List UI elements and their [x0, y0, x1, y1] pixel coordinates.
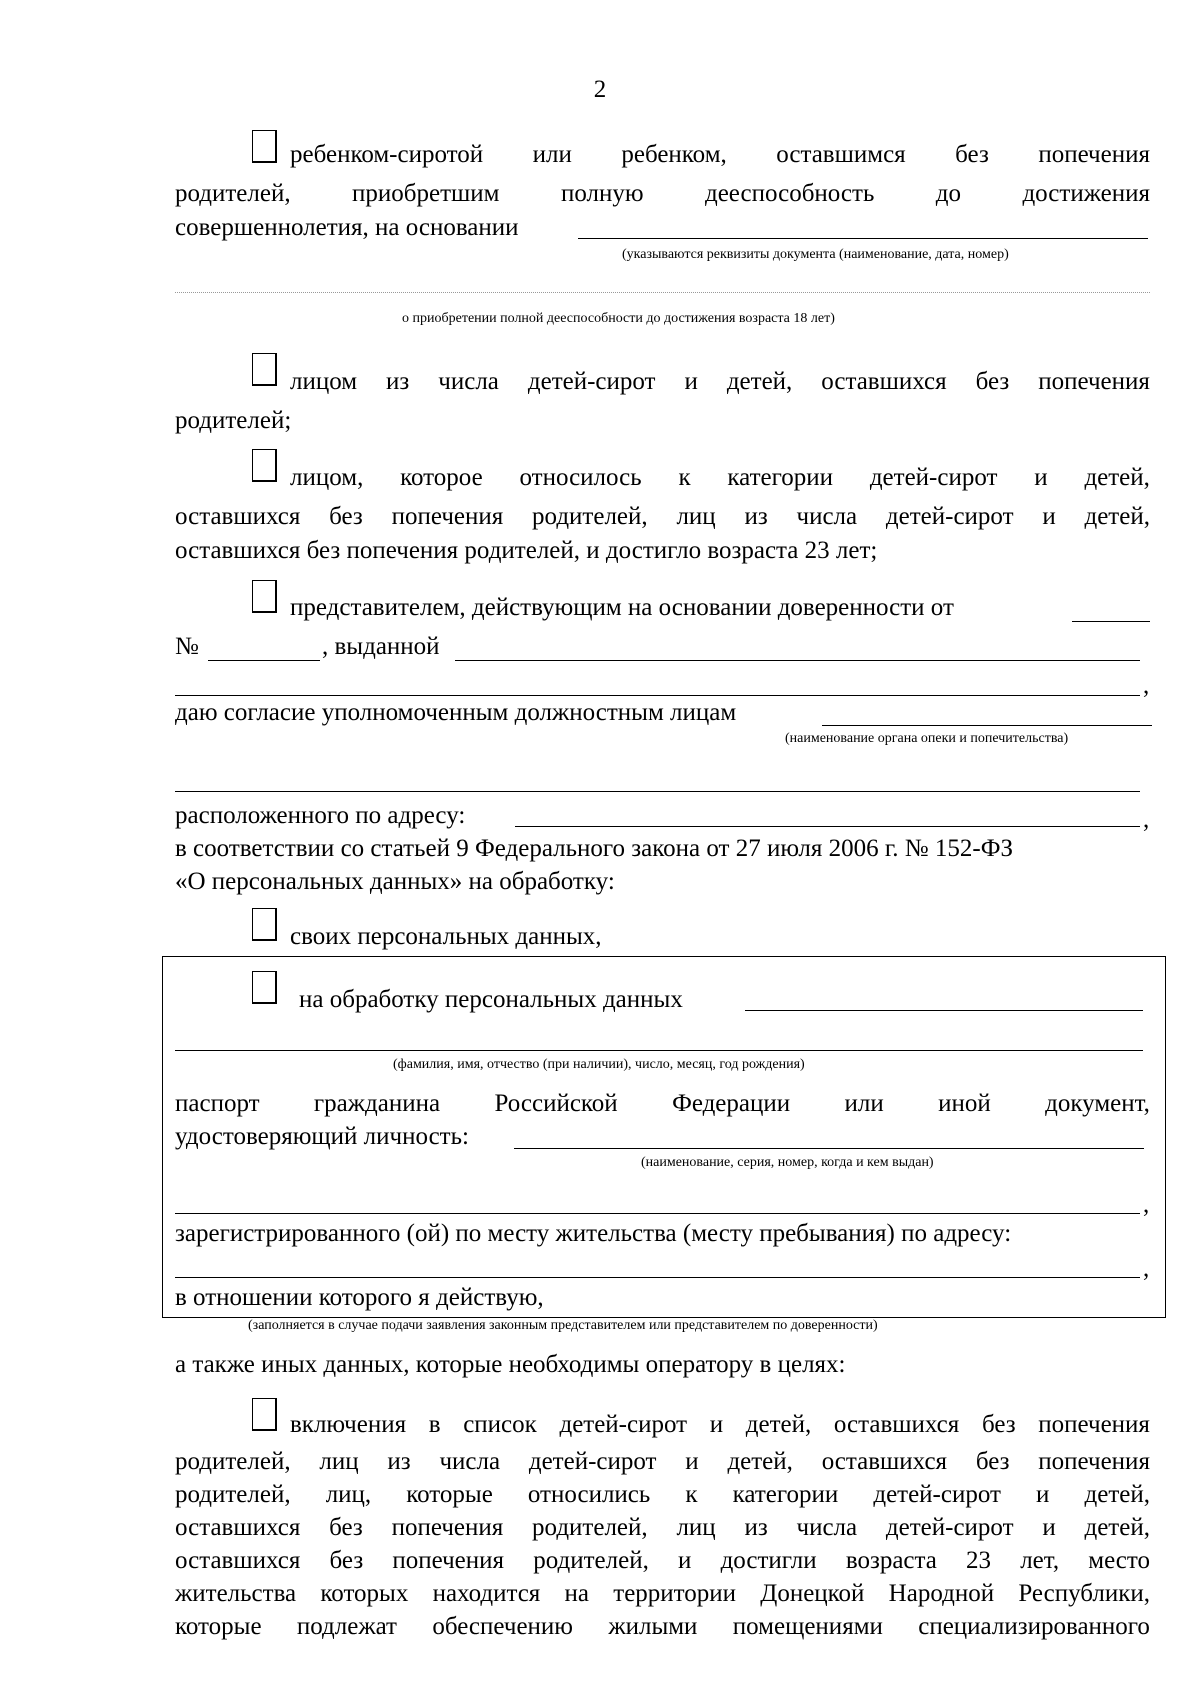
- s1-line1: [290, 139, 1150, 170]
- word: лиц,: [325, 1481, 372, 1508]
- word: оставшихся: [175, 1514, 301, 1541]
- word: которые: [406, 1481, 493, 1508]
- word: без: [975, 368, 1010, 395]
- word: без: [329, 503, 363, 530]
- word: Народной: [888, 1580, 995, 1607]
- word: ребенком,: [621, 141, 727, 168]
- s1-line2: [175, 178, 1150, 209]
- proxy-issuer-field-2[interactable]: [175, 695, 1140, 696]
- s4-comma: ,: [1143, 672, 1150, 699]
- word: попечения: [1038, 1448, 1150, 1475]
- word: в: [428, 1411, 441, 1438]
- word: которые: [175, 1613, 262, 1640]
- word: жилыми: [608, 1613, 698, 1640]
- word: подлежат: [296, 1613, 397, 1640]
- word: оставшимся: [776, 141, 906, 168]
- word: находится: [432, 1580, 541, 1607]
- consent-own-data: своих персональных данных,: [290, 923, 602, 950]
- box-passport-line2: удостоверяющий личность:: [175, 1123, 469, 1150]
- box-acting: в отношении которого я действую,: [175, 1284, 544, 1311]
- word: лиц: [676, 503, 716, 530]
- word: приобретшим: [352, 180, 500, 207]
- word: детей-сирот: [873, 1481, 1001, 1508]
- guardianship-authority-field[interactable]: [822, 725, 1152, 726]
- word: оставшихся: [821, 1448, 948, 1475]
- s3-line3: оставшихся без попечения родителей, и достигло возраста 23 лет;: [175, 537, 878, 564]
- word: специализированного: [918, 1613, 1150, 1640]
- word: детей-сирот: [885, 503, 1014, 530]
- s1-caption1: (указываются реквизиты документа (наименование, дата, номер): [622, 247, 1009, 262]
- word: Российской: [494, 1090, 618, 1117]
- word: 23: [966, 1547, 992, 1574]
- word: лиц: [319, 1448, 359, 1475]
- word: попечения: [391, 1514, 504, 1541]
- other-line1: а также иных данных, которые необходимы оператору в целях:: [175, 1351, 846, 1378]
- page-number: 2: [593, 76, 607, 103]
- checkbox-age-23[interactable]: [252, 449, 277, 482]
- word: попечения: [391, 503, 504, 530]
- word: и: [1042, 503, 1056, 530]
- word: родителей,: [532, 503, 648, 530]
- word: относилось: [519, 464, 642, 491]
- box-registration: зарегистрированного (ой) по месту жительства (месту пребывания) по адресу:: [175, 1220, 1012, 1247]
- proxy-issuer-field[interactable]: [455, 660, 1140, 661]
- word: попечения: [1038, 141, 1150, 168]
- word: числа: [796, 503, 858, 530]
- word: или: [532, 141, 572, 168]
- word: детей-сирот: [885, 1514, 1014, 1541]
- word: и: [684, 368, 698, 395]
- word: гражданина: [313, 1090, 441, 1117]
- word: полную: [560, 180, 644, 207]
- s1-caption2: о приобретении полной дееспособности до достижения возраста 18 лет): [402, 311, 835, 326]
- word: оставшихся: [175, 503, 301, 530]
- consent-law-line1: в соответствии со статьей 9 Федерального закона от 27 июля 2006 г. № 152-ФЗ: [175, 835, 1013, 862]
- word: лицом: [290, 368, 358, 395]
- checkbox-representative[interactable]: [252, 580, 277, 613]
- word: родителей,: [532, 1514, 648, 1541]
- word: детей-сирот: [528, 1448, 657, 1475]
- word: категории: [732, 1481, 839, 1508]
- checkbox-inclusion-list[interactable]: [252, 1398, 277, 1431]
- word: детей,: [1084, 1514, 1150, 1541]
- word: без: [329, 1547, 364, 1574]
- checkbox-orphan-person[interactable]: [252, 353, 277, 386]
- word: достигли: [720, 1547, 817, 1574]
- word: детей,: [745, 1411, 812, 1438]
- word: попечения: [1038, 368, 1150, 395]
- word: родителей,: [175, 1481, 291, 1508]
- word: к: [678, 464, 691, 491]
- word: или: [844, 1090, 884, 1117]
- word: детей,: [1084, 503, 1150, 530]
- word: детей,: [1084, 1481, 1150, 1508]
- word: категории: [727, 464, 834, 491]
- s3-line2: [175, 501, 1150, 532]
- box-caption1: (фамилия, имя, отчество (при наличии), число, месяц, год рождения): [393, 1057, 805, 1072]
- inc-line6: [175, 1578, 1150, 1609]
- word: без: [981, 1411, 1016, 1438]
- s2-line2: родителей;: [175, 407, 292, 434]
- guardianship-authority-field-2[interactable]: [175, 791, 1140, 792]
- word: и: [678, 1547, 692, 1574]
- inc-line1: [290, 1409, 1150, 1440]
- word: родителей,: [175, 180, 291, 207]
- word: и: [1036, 1481, 1050, 1508]
- box-caption2: (наименование, серия, номер, когда и кем выдан): [641, 1155, 934, 1170]
- word: паспорт: [175, 1090, 260, 1117]
- box-comma2: ,: [1143, 1255, 1150, 1282]
- word: Республики,: [1018, 1580, 1150, 1607]
- inc-line5: [175, 1545, 1150, 1576]
- word: список: [463, 1411, 537, 1438]
- word: возраста: [845, 1547, 937, 1574]
- word: лиц: [676, 1514, 716, 1541]
- word: детей-сирот: [869, 464, 998, 491]
- word: территории: [613, 1580, 737, 1607]
- word: числа: [439, 1448, 501, 1475]
- consent-comma: ,: [1143, 806, 1150, 833]
- word: которое: [400, 464, 483, 491]
- basis-document-field[interactable]: [578, 238, 1148, 239]
- word: попечения: [1038, 1411, 1150, 1438]
- word: Федерации: [672, 1090, 791, 1117]
- s4-line1: представителем, действующим на основании доверенности от: [290, 594, 954, 621]
- basis-document-field-2[interactable]: [175, 292, 1150, 293]
- inc-line2: [175, 1446, 1150, 1477]
- represented-name-field[interactable]: [745, 1010, 1143, 1011]
- registration-address-field[interactable]: [175, 1277, 1140, 1278]
- identity-document-field-2[interactable]: [175, 1213, 1140, 1214]
- box-note: (заполняется в случае подачи заявления законным представителем или представителем по доверенности): [248, 1318, 878, 1333]
- word: и: [685, 1448, 699, 1475]
- inc-line4: [175, 1512, 1150, 1543]
- word: попечения: [392, 1547, 505, 1574]
- word: родителей,: [533, 1547, 649, 1574]
- word: из: [386, 368, 410, 395]
- proxy-number-field[interactable]: [208, 660, 320, 661]
- word: иной: [938, 1090, 991, 1117]
- consent-line1: даю согласие уполномоченным должностным лицам: [175, 699, 737, 726]
- s1-line3: совершеннолетия, на основании: [175, 214, 519, 241]
- consent-law-line2: «О персональных данных» на обработку:: [175, 868, 615, 895]
- word: достижения: [1022, 180, 1150, 207]
- word: ребенком-сиротой: [290, 141, 484, 168]
- checkbox-orphan-capable[interactable]: [252, 130, 277, 163]
- word: на: [564, 1580, 590, 1607]
- s4-issued: , выданной: [322, 633, 440, 660]
- s3-line1: [290, 462, 1150, 493]
- s4-number-sign: №: [175, 633, 199, 660]
- consent-address-label: расположенного по адресу:: [175, 802, 466, 829]
- s2-line1: [290, 366, 1150, 397]
- word: относились: [527, 1481, 651, 1508]
- word: из: [744, 503, 768, 530]
- checkbox-represented-data[interactable]: [252, 971, 277, 1004]
- word: и: [709, 1411, 724, 1438]
- box-line1: на обработку персональных данных: [299, 986, 683, 1013]
- word: лицом,: [290, 464, 364, 491]
- word: и: [1042, 1514, 1056, 1541]
- word: документ,: [1045, 1090, 1150, 1117]
- box-passport-line1: [175, 1088, 1150, 1119]
- consent-caption: (наименование органа опеки и попечительства): [785, 731, 1069, 746]
- word: детей-сирот: [527, 368, 656, 395]
- represented-name-field-2[interactable]: [175, 1050, 1143, 1051]
- word: без: [975, 1448, 1010, 1475]
- word: оставшихся: [175, 1547, 301, 1574]
- word: до: [935, 180, 962, 207]
- word: дееспособность: [704, 180, 875, 207]
- authority-address-field[interactable]: [515, 826, 1140, 827]
- box-comma1: ,: [1143, 1191, 1150, 1218]
- word: Донецкой: [760, 1580, 865, 1607]
- word: и: [1034, 464, 1048, 491]
- word: обеспечению: [432, 1613, 573, 1640]
- word: детей-сирот: [559, 1411, 688, 1438]
- word: числа: [438, 368, 499, 395]
- word: жительства: [175, 1580, 297, 1607]
- word: место: [1088, 1547, 1150, 1574]
- word: которых: [320, 1580, 409, 1607]
- identity-document-field[interactable]: [514, 1148, 1144, 1149]
- word: из: [744, 1514, 768, 1541]
- word: из: [387, 1448, 411, 1475]
- word: без: [329, 1514, 363, 1541]
- word: помещениями: [732, 1613, 883, 1640]
- word: детей,: [726, 368, 793, 395]
- word: числа: [796, 1514, 858, 1541]
- word: детей,: [1084, 464, 1150, 491]
- word: без: [955, 141, 989, 168]
- word: родителей,: [175, 1448, 291, 1475]
- word: детей,: [727, 1448, 793, 1475]
- word: к: [685, 1481, 698, 1508]
- inc-line3: [175, 1479, 1150, 1510]
- word: лет,: [1020, 1547, 1060, 1574]
- word: оставшихся: [833, 1411, 960, 1438]
- checkbox-own-data[interactable]: [252, 908, 277, 941]
- word: включения: [290, 1411, 407, 1438]
- proxy-date-field[interactable]: [1072, 621, 1150, 622]
- word: оставшихся: [821, 368, 947, 395]
- inc-line7: [175, 1611, 1150, 1642]
